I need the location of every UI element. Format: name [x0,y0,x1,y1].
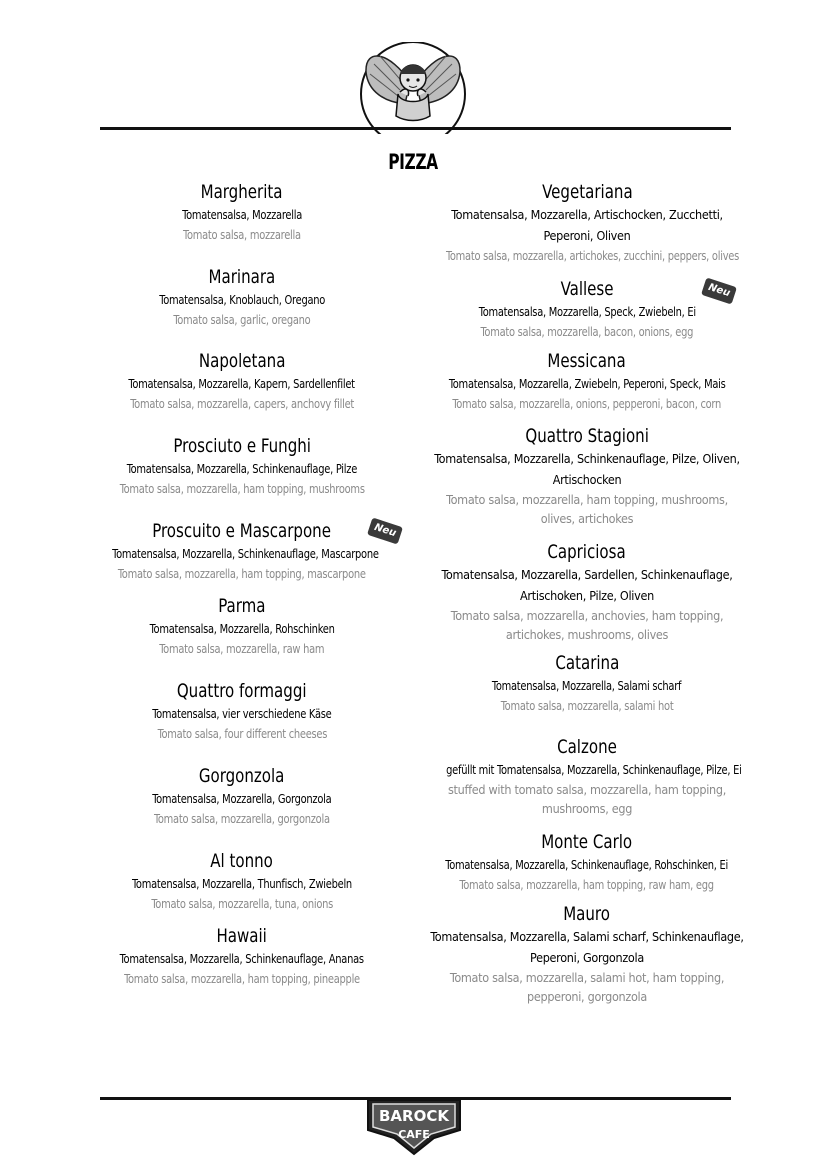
item-description-en: Tomato salsa, mozzarella, ham topping, pineapple [124,971,360,986]
item-name: Marinara [208,266,276,288]
item-description-en: Tomato salsa, mozzarella, salami hot, ham topping, pepperoni, gorgonzola [449,970,725,1004]
item-name: Napoletana [198,350,286,372]
item-name: Proscuito e Mascarpone [152,520,332,542]
item-description-en: Tomato salsa, mozzarella, salami hot [500,698,674,713]
item-description-de: Tomatensalsa, Knoblauch, Oregano [159,292,325,307]
menu-item-margherita [94,180,390,244]
item-description-de: gefüllt mit Tomatensalsa, Mozzarella, Schinkenauflage, Pilze, Ei [446,762,742,777]
item-description-de: Tomatensalsa, Mozzarella [182,207,302,222]
item-name: Prosciuto e Funghi [173,435,311,457]
item-description-en: Tomato salsa, mozzarella, onions, pepperoni, bacon, corn [452,396,722,411]
item-description-en: Tomato salsa, mozzarella, artichokes, zucchini, peppers, olives [445,248,740,263]
item-name: Gorgonzola [199,765,285,787]
logo-line1: BAROCK [379,1107,449,1125]
item-description-en: Tomato salsa, mozzarella, gorgonzola [154,811,330,826]
item-name: Catarina [555,652,619,674]
item-description-en: Tomato salsa, mozzarella, capers, anchovy fillet [130,396,354,411]
menu-item-vegetariana [426,180,748,265]
new-badge: Neu [367,517,403,544]
item-description-de: Tomatensalsa, Mozzarella, Speck, Zwiebeln, Ei [478,304,696,319]
item-name: Parma [218,595,266,617]
item-name: Quattro formaggi [177,680,307,702]
item-description-de: Tomatensalsa, Mozzarella, Zwiebeln, Peperoni, Speck, Mais [448,376,726,391]
new-badge: Neu [701,277,737,304]
item-description-en: Tomato salsa, mozzarella, raw ham [159,641,325,656]
item-name: Al tonno [210,850,274,872]
item-description-de: Tomatensalsa, Mozzarella, Rohschinken [149,621,335,636]
menu-item-mauro [426,902,748,1006]
item-description-de: Tomatensalsa, Mozzarella, Schinkenauflage, Ananas [119,951,365,966]
item-description-de: Tomatensalsa, Mozzarella, Salami scharf, Schinkenauflage, Peperoni, Gorgonzola [430,929,744,965]
item-description-de: Tomatensalsa, Mozzarella, Thunfisch, Zwiebeln [132,876,352,891]
item-description-en: Tomato salsa, mozzarella, ham topping, mascarpone [118,566,366,581]
item-description-en: Tomato salsa, four different cheeses [157,726,327,741]
menu-item-prosciuto-e-funghi [94,434,390,498]
item-description-de: Tomatensalsa, Mozzarella, Artischocken, Zucchetti, Peperoni, Oliven [451,207,723,243]
item-description-de: Tomatensalsa, Mozzarella, Gorgonzola [152,791,332,806]
item-description-en: Tomato salsa, mozzarella, ham topping, mushrooms [119,481,365,496]
section-title: PIZZA [388,150,438,174]
item-name: Vallese [560,278,614,300]
top-divider [100,127,731,130]
logo-line2: CAFE [398,1128,430,1141]
item-description-en: Tomato salsa, mozzarella [183,227,301,242]
menu-item-capriciosa [426,540,748,644]
menu-item-gorgonzola [94,764,390,828]
menu-item-messicana [426,349,748,413]
menu-item-monte-carlo [426,830,748,894]
item-description-de: Tomatensalsa, Mozzarella, Schinkenauflage, Mascarpone [112,546,379,561]
menu-item-quattro-stagioni [426,424,748,528]
item-description-de: Tomatensalsa, Mozzarella, Sardellen, Schinkenauflage, Artischoken, Pilze, Oliven [441,567,733,603]
menu-item-marinara [94,265,390,329]
item-name: Calzone [557,736,617,758]
menu-item-calzone [426,735,748,818]
item-description-de: Tomatensalsa, Mozzarella, Kapern, Sardellenfilet [128,376,356,391]
item-description-en: Tomato salsa, mozzarella, ham topping, raw ham, egg [459,877,715,892]
item-description-en: stuffed with tomato salsa, mozzarella, ham topping, mushrooms, egg [448,782,726,816]
item-description-de: Tomatensalsa, Mozzarella, Schinkenauflage, Rohschinken, Ei [445,857,729,872]
item-description-de: Tomatensalsa, Mozzarella, Schinkenauflage, Pilze [126,461,358,476]
menu-item-al-tonno [94,849,390,913]
barock-cafe-logo [364,1096,464,1156]
item-description-en: Tomato salsa, mozzarella, tuna, onions [151,896,333,911]
item-name: Margherita [201,181,283,203]
item-name: Monte Carlo [541,831,633,853]
item-name: Vegetariana [541,181,633,203]
menu-item-vallese [426,277,748,341]
item-description-en: Tomato salsa, mozzarella, anchovies, ham topping, artichokes, mushrooms, olives [450,608,724,642]
menu-item-catarina [426,651,748,715]
item-description-en: Tomato salsa, mozzarella, bacon, onions, egg [480,324,694,339]
item-description-de: Tomatensalsa, Mozzarella, Salami scharf [492,678,682,693]
menu-item-parma [94,594,390,658]
item-description-de: Tomatensalsa, Mozzarella, Schinkenauflage, Pilze, Oliven, Artischocken [434,451,740,487]
item-description-de: Tomatensalsa, vier verschiedene Käse [152,706,332,721]
item-name: Quattro Stagioni [525,425,649,447]
item-name: Mauro [563,903,611,925]
menu-item-quattro-formaggi [94,679,390,743]
item-description-en: Tomato salsa, mozzarella, ham topping, mushrooms, olives, artichokes [446,492,728,526]
item-name: Messicana [547,350,627,372]
menu-item-napoletana [94,349,390,413]
item-name: Capriciosa [547,541,627,563]
angel-logo-icon [360,42,466,134]
item-name: Hawaii [216,925,268,947]
menu-item-proscuito-e-mascarpone [94,519,390,583]
menu-item-hawaii [94,924,390,988]
item-description-en: Tomato salsa, garlic, oregano [173,312,311,327]
